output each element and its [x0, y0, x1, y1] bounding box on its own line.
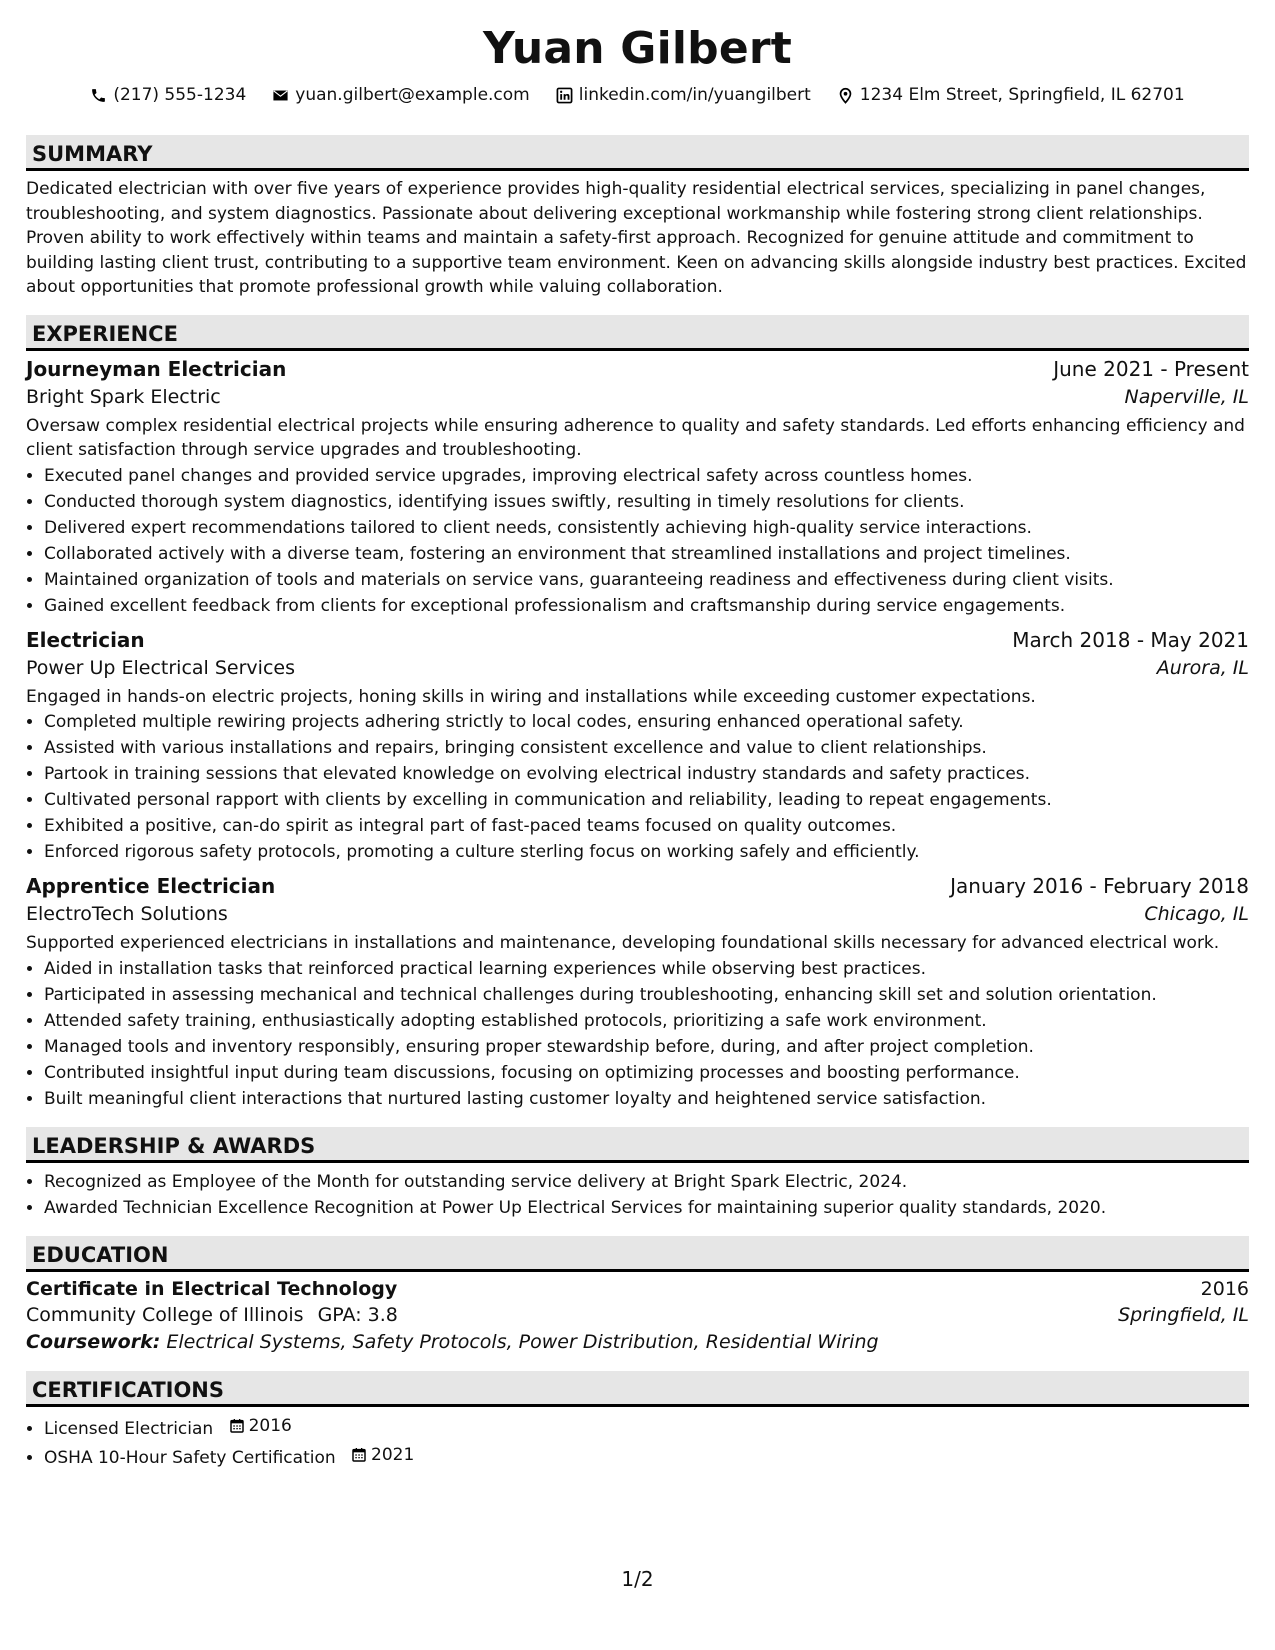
- job-dates: January 2016 - February 2018: [950, 874, 1249, 898]
- list-item: • Delivered expert recommendations tailored to client needs, consistently achieving high-quality service interactions.: [44, 515, 1249, 541]
- gpa: GPA: 3.8: [317, 1303, 398, 1326]
- cert-name: Licensed Electrician: [44, 1418, 214, 1439]
- address-text: 1234 Elm Street, Springfield, IL 62701: [859, 85, 1185, 105]
- list-item: • Attended safety training, enthusiastically adopting established protocols, prioritizing a safe work environment.: [44, 1008, 1249, 1034]
- job-location: Naperville, IL: [1124, 385, 1249, 408]
- job-description: Oversaw complex residential electrical projects while ensuring adherence to quality and safety standards. Led efforts enhancing efficiency and client satisfaction through service upgrades and troubleshooting.: [26, 415, 1245, 460]
- contact-email[interactable]: [272, 82, 529, 108]
- education-location: Springfield, IL: [1118, 1303, 1249, 1326]
- coursework-label: Coursework:: [26, 1330, 161, 1353]
- list-item: • Participated in assessing mechanical and technical challenges during troubleshooting, enhancing skill set and solution orientation.: [44, 982, 1249, 1008]
- contact-address: [837, 82, 1185, 108]
- list-item: • Maintained organization of tools and materials on service vans, guaranteeing readiness and effectiveness during client visits.: [44, 567, 1249, 593]
- company-name: ElectroTech Solutions: [26, 903, 228, 925]
- list-item: • Awarded Technician Excellence Recognition at Power Up Electrical Services for maintaining superior quality standards, 2020.: [44, 1195, 1249, 1221]
- certifications-header: CERTIFICATIONS: [26, 1371, 1249, 1407]
- list-item: • Contributed insightful input during team discussions, focusing on optimizing processes and boosting performance.: [44, 1060, 1249, 1086]
- list-item: • Cultivated personal rapport with clients by excelling in communication and reliability, leading to repeat engagements.: [44, 787, 1249, 813]
- list-item: • Gained excellent feedback from clients for exceptional professionalism and craftsmanship during service engagements.: [44, 593, 1249, 619]
- coursework: [26, 1331, 1249, 1353]
- company-name: Bright Spark Electric: [26, 385, 221, 408]
- leadership-header: LEADERSHIP & AWARDS: [26, 1127, 1249, 1163]
- company-name: Power Up Electrical Services: [26, 656, 295, 679]
- cert-year: 2021: [371, 1444, 415, 1465]
- leadership-list: [26, 1169, 1249, 1221]
- linkedin-link[interactable]: linkedin.com/in/yuangilbert: [578, 85, 811, 105]
- job-bullets: [26, 463, 1249, 619]
- job-title: Apprentice Electrician: [26, 874, 276, 898]
- education-header: EDUCATION: [26, 1236, 1249, 1272]
- list-item: • Conducted thorough system diagnostics, identifying issues swiftly, resulting in timely resolutions for clients.: [44, 489, 1249, 515]
- list-item: • Partook in training sessions that elevated knowledge on evolving electrical industry standards and safety practices.: [44, 761, 1249, 787]
- list-item: • Enforced rigorous safety protocols, promoting a culture sterling focus on working safely and efficiently.: [44, 839, 1249, 865]
- certifications-list: [26, 1413, 1249, 1471]
- coursework-text: Electrical Systems, Safety Protocols, Power Distribution, Residential Wiring: [166, 1330, 879, 1353]
- job-title: Journeyman Electrician: [26, 356, 287, 381]
- list-item: • Built meaningful client interactions that nurtured lasting customer loyalty and heightened service satisfaction.: [44, 1086, 1249, 1112]
- job-entry: [26, 357, 1249, 619]
- job-title: Electrician: [26, 627, 145, 652]
- list-item: [44, 1442, 1249, 1471]
- calendar-icon: [351, 1447, 367, 1463]
- school-name: Community College of Illinois: [26, 1303, 304, 1326]
- job-description: Supported experienced electricians in installations and maintenance, developing foundational skills necessary for advanced electrical work.: [26, 933, 1220, 953]
- job-description: Engaged in hands-on electric projects, honing skills in wiring and installations while exceeding customer expectations.: [26, 686, 1036, 707]
- resume-page: [26, 0, 1249, 1471]
- list-item: • Executed panel changes and provided service upgrades, improving electrical safety across countless homes.: [44, 463, 1249, 489]
- cert-year: 2016: [248, 1415, 292, 1436]
- list-item: [44, 1413, 1249, 1442]
- candidate-name: Yuan Gilbert: [482, 23, 793, 74]
- map-pin-icon: [837, 87, 854, 104]
- contact-bar: [26, 82, 1249, 108]
- list-item: • Recognized as Employee of the Month for outstanding service delivery at Bright Spark Electric, 2024.: [44, 1169, 1249, 1195]
- list-item: • Collaborated actively with a diverse team, fostering an environment that streamlined installations and project timelines.: [44, 541, 1249, 567]
- page-number: 1/2: [621, 1567, 654, 1591]
- job-location: Chicago, IL: [1144, 903, 1249, 925]
- email-link[interactable]: yuan.gilbert@example.com: [295, 85, 530, 105]
- phone-icon: [90, 87, 107, 104]
- calendar-icon: [229, 1418, 245, 1434]
- cert-name: OSHA 10-Hour Safety Certification: [44, 1447, 336, 1468]
- list-item: • Aided in installation tasks that reinforced practical learning experiences while observing best practices.: [44, 956, 1249, 982]
- job-location: Aurora, IL: [1156, 656, 1249, 679]
- summary-header: SUMMARY: [26, 135, 1249, 171]
- job-entry: [26, 628, 1249, 866]
- list-item: • Exhibited a positive, can-do spirit as integral part of fast-paced teams focused on quality outcomes.: [44, 813, 1249, 839]
- list-item: • Assisted with various installations and repairs, bringing consistent excellence and value to client relationships.: [44, 735, 1249, 761]
- job-bullets: [26, 956, 1249, 1112]
- job-entry: [26, 874, 1249, 1112]
- experience-header: EXPERIENCE: [26, 315, 1249, 351]
- phone-text: (217) 555-1234: [113, 85, 247, 105]
- job-bullets: [26, 709, 1249, 865]
- education-year: 2016: [1200, 1277, 1249, 1300]
- list-item: • Completed multiple rewiring projects adhering strictly to local codes, ensuring enhanced operational safety.: [44, 709, 1249, 735]
- degree-title: Certificate in Electrical Technology: [26, 1277, 398, 1300]
- linkedin-icon: [556, 87, 573, 104]
- contact-phone: [90, 82, 246, 108]
- list-item: • Managed tools and inventory responsibly, ensuring proper stewardship before, during, and after project completion.: [44, 1034, 1249, 1060]
- education-entry: [26, 1278, 1249, 1353]
- contact-linkedin[interactable]: [556, 82, 811, 108]
- job-dates: June 2021 - Present: [1053, 356, 1249, 381]
- summary-text: Dedicated electrician with over five years of experience provides high-quality residential electrical services, specializing in panel changes, troubleshooting, and system diagnostics. Passionate about delivering exceptional workmanship while fostering strong client relationships. Proven ability to work effectively within teams and maintain a safety-first approach. Recognized for genuine attitude and commitment to building lasting client trust, contributing to a supportive team environment. Keen on advancing skills alongside industry best practices. Excited about opportunities that promote professional growth while valuing collaboration.: [26, 179, 1247, 297]
- job-dates: March 2018 - May 2021: [1012, 627, 1249, 652]
- envelope-icon: [272, 87, 289, 104]
